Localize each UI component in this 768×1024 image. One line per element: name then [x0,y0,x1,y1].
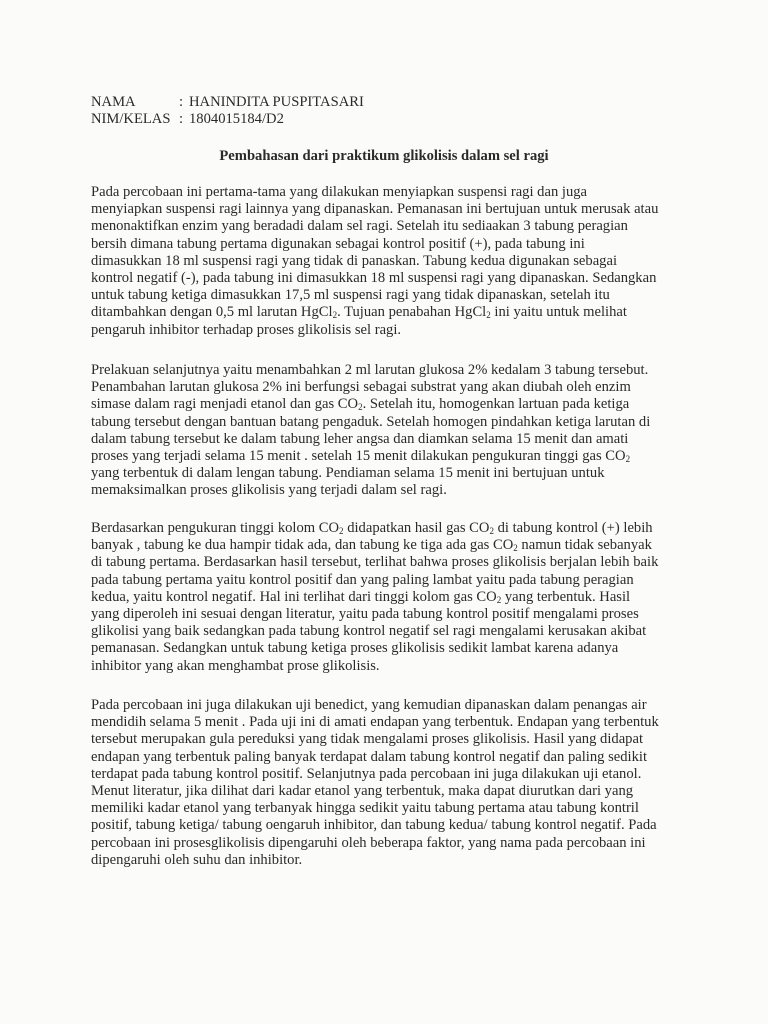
paragraph-1 [91,184,691,339]
paragraph-line: simase dalam ragi menjadi etanol dan gas $CO_2$. Setelah itu, homogenkan lartuan pada ketiga [91,396,630,413]
nim-separator: : [179,111,184,128]
paragraph-line: Pada percobaan ini juga dilakukan uji benedict, yang kemudian dipanaskan dalam penangas air [91,697,647,713]
paragraph-line: banyak , tabung ke dua hampir tidak ada, dan tabung ke tiga ada gas $CO_2$ namun tidak sebanyak [91,537,652,554]
paragraph-line: yang diperoleh ini sesuai dengan literatur, yaitu pada tabung kontrol positif mengalami proses [91,606,639,623]
paragraph-4 [91,697,691,869]
paragraph-line: glikolisi yang baik sedangkan pada tabung kontrol negatif sel ragi mengalami kerusakan akibat [91,623,647,640]
paragraph-line: tabung tersebut dengan bantuan batang pengaduk. Setelah homogen pindahkan ketiga larutan di [91,413,651,430]
student-info [91,94,364,128]
paragraph-line: kedua, yaitu kontrol negatif. Hal ini terlihat dari tinggi kolom gas $CO_2$ yang terbentuk. Hasil [91,588,631,605]
paragraph-line: menyiapkan suspensi ragi lainnya yang dipanaskan. Pemanasan ini bertujuan untuk merusak atau [91,201,659,218]
paragraph-line: pengaruh inhibitor terhadap proses glikolisis sel ragi. [91,321,402,338]
paragraph-line: pada tabung pertama yaitu kontrol positif dan yang paling lambat yaitu pada tabung peragian [91,571,634,588]
paragraph-line: terdapat pada tabung kontrol positif. Selanjutnya pada percobaan ini juga dilakukan uji etanol. [91,765,642,782]
paragraph-line: menonaktifkan enzim yang beradadi dalam sel ragi. Setelah itu sediaakan 3 tabung peragian [91,218,628,235]
paragraph-line: Menut literatur, jika dilihat dari kadar etanol yang terbentuk, maka dapat diurutkan dari yang [91,783,634,800]
paragraph-2 [91,362,691,500]
name-value: HANINDITA PUSPITASARI [189,94,364,110]
paragraph-line: tersebut merupakan gula pereduksi yang tidak mengalami proses glikolisis. Hasil yang didapat [91,731,643,748]
document-title: Pembahasan dari praktikum glikolisis dalam sel ragi [219,148,549,164]
paragraph-line: dipengaruhi oleh suhu dan inhibitor. [91,851,303,868]
paragraph-line: memaksimalkan proses glikolisis yang terjadi dalam sel ragi. [91,482,447,499]
paragraph-line: Pada percobaan ini pertama-tama yang dilakukan menyiapkan suspensi ragi dan juga [91,184,588,200]
nim-row [91,111,364,128]
paragraph-line: yang terbentuk di dalam lengan tabung. Pendiaman selama 15 menit ini bertujuan untuk [91,465,605,482]
paragraph-line: endapan yang terbentuk paling banyak terdapat dalam tabung kontrol negatif dan paling sedikit [91,748,648,765]
nim-label: NIM/KELAS [91,111,171,128]
name-label: NAMA [91,94,136,110]
paragraph-line: ditambahkan dengan 0,5 ml larutan HgCl$_2$. Tujuan penabahan HgCl$_2$ ini yaitu untuk melihat [91,304,627,321]
name-separator: : [179,94,184,110]
paragraph-line: memiliki kadar etanol yang terbanyak hingga sedikit yaitu tabung pertama atau tabung kontril [91,800,639,817]
paragraph-line: pemanasan. Sedangkan untuk tabung ketiga proses glikolisis sedikit lambat karena adanya [91,640,619,657]
paragraph-line: positif, tabung ketiga/ tabung oengaruh inhibitor, dan tabung kedua/ tabung kontrol negatif. Pada [91,817,657,834]
paragraph-line: Penambahan larutan glukosa 2% ini berfungsi sebagai substrat yang akan diubah oleh enzim [91,379,631,396]
paragraph-line: Berdasarkan pengukuran tinggi kolom $CO_2$ didapatkan hasil gas $CO_2$ di tabung kontrol (+) lebih [91,520,653,536]
paragraph-line: dalam tabung tersebut ke dalam tabung leher angsa dan diamkan selama 15 menit dan amati [91,430,629,447]
paragraph-3 [91,520,691,675]
paragraph-line: inhibitor yang akan menghambat prose glikolisis. [91,657,380,674]
paragraph-line: proses yang terjadi selama 15 menit . setelah 15 menit dilakukan pengukuran tinggi gas $CO_2$ [91,448,631,465]
paragraph-line: bersih dimana tabung pertama digunakan sebagai kontrol positif (+), pada tabung ini [91,235,585,252]
nim-value: 1804015184/D2 [189,111,284,128]
paragraph-line: dimasukkan 18 ml suspensi ragi yang tidak di panaskan. Tabung kedua digunakan sebagai [91,252,617,269]
paragraph-line: mendidih selama 5 menit . Pada uji ini di amati endapan yang terbentuk. Endapan yang terbentuk [91,714,659,731]
paragraph-line: kontrol negatif (-), pada tabung ini dimasukkan 18 ml suspensi ragi yang dipanaskan. Sedangkan [91,270,657,287]
paragraph-line: percobaan ini prosesglikolisis dipengaruhi oleh beberapa faktor, yang nama pada percobaan ini [91,834,646,851]
paragraph-line: di tabung pertama. Berdasarkan hasil tersebut, terlihat bahwa proses glikolisis berjalan lebih baik [91,554,659,571]
paragraph-line: Prelakuan selanjutnya yaitu menambahkan 2 ml larutan glukosa 2% kedalam 3 tabung tersebut. [91,362,649,378]
paragraph-line: untuk tabung ketiga dimasukkan 17,5 ml suspensi ragi yang tidak dipanaskan, setelah itu [91,287,610,304]
name-row [91,94,364,111]
